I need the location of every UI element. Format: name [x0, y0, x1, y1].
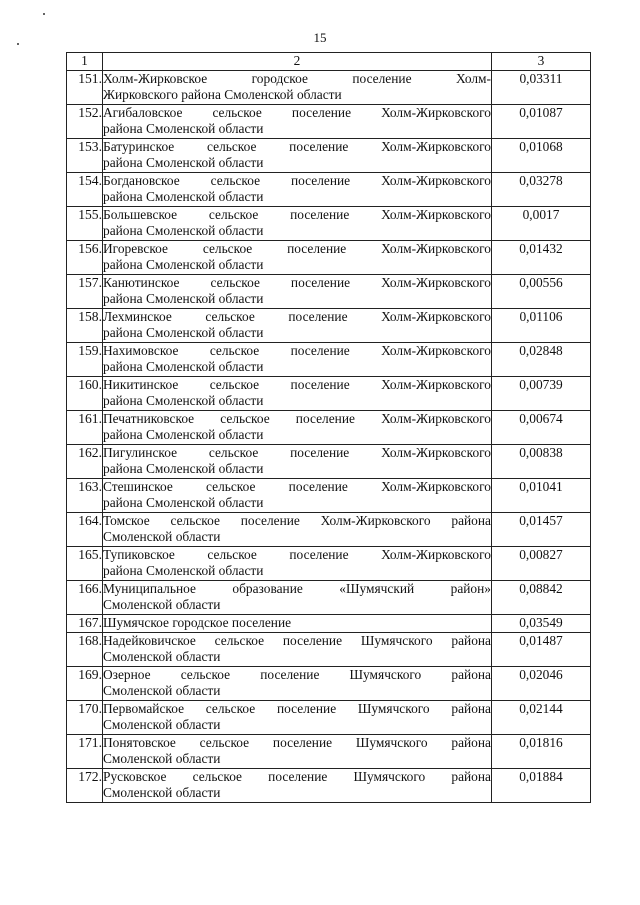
- row-number: 171.: [67, 735, 103, 769]
- row-number: 156.: [67, 241, 103, 275]
- municipality-name: [103, 309, 492, 343]
- municipality-name: [103, 667, 492, 701]
- municipality-name-line-2: района Смоленской области: [103, 359, 264, 374]
- municipality-name-line-1: Агибаловское сельское поселение Холм-Жирковского: [103, 105, 491, 120]
- table-row: [67, 173, 591, 207]
- municipality-name-line-1: Канютинское сельское поселение Холм-Жирковского: [103, 275, 491, 290]
- row-number: 169.: [67, 667, 103, 701]
- municipality-name-line-2: района Смоленской области: [103, 189, 264, 204]
- municipality-name-line-1: Пигулинское сельское поселение Холм-Жирковского: [103, 445, 491, 460]
- municipality-name-line-2: Смоленской области: [103, 785, 221, 800]
- municipality-name-line-1: Русковское сельское поселение Шумячского района: [103, 769, 491, 784]
- municipality-name-line-2: района Смоленской области: [103, 155, 264, 170]
- table-body: [67, 71, 591, 803]
- table-header-row: [67, 53, 591, 71]
- municipality-name-line-1: Печатниковское сельское поселение Холм-Жирковского: [103, 411, 491, 426]
- row-number: 153.: [67, 139, 103, 173]
- municipality-name: [103, 445, 492, 479]
- municipality-name: [103, 633, 492, 667]
- municipality-name-line-1: Муниципальное образование «Шумячский район»: [103, 581, 491, 596]
- page-number: 15: [313, 30, 327, 45]
- coefficient-value: 0,01068: [492, 139, 591, 173]
- row-number: 170.: [67, 701, 103, 735]
- municipality-name-line-2: района Смоленской области: [103, 257, 264, 272]
- coefficient-value: 0,02046: [492, 667, 591, 701]
- table-row: [67, 275, 591, 309]
- header-col-3: 3: [492, 53, 591, 71]
- municipality-name-line-1: Лехминское сельское поселение Холм-Жирковского: [103, 309, 491, 324]
- table-row: [67, 207, 591, 241]
- coefficient-value: 0,01087: [492, 105, 591, 139]
- row-number: 172.: [67, 769, 103, 803]
- coefficient-value: 0,03549: [492, 615, 591, 633]
- row-number: 161.: [67, 411, 103, 445]
- municipality-name-line-1: Озерное сельское поселение Шумячского района: [103, 667, 491, 682]
- row-number: 151.: [67, 71, 103, 105]
- coefficient-value: 0,01432: [492, 241, 591, 275]
- municipality-name-line-2: района Смоленской области: [103, 291, 264, 306]
- table-row: [67, 633, 591, 667]
- coefficient-value: 0,0017: [492, 207, 591, 241]
- table-row: [67, 615, 591, 633]
- table-row: [67, 411, 591, 445]
- table-row: [67, 701, 591, 735]
- municipality-name-line-1: Стешинское сельское поселение Холм-Жирковского: [103, 479, 491, 494]
- municipality-name: [103, 343, 492, 377]
- coefficient-value: 0,01457: [492, 513, 591, 547]
- coefficient-value: 0,08842: [492, 581, 591, 615]
- municipality-name-line-1: Понятовское сельское поселение Шумячского района: [103, 735, 491, 750]
- municipality-name-line-2: Смоленской области: [103, 717, 221, 732]
- row-number: 168.: [67, 633, 103, 667]
- municipality-name: [103, 275, 492, 309]
- municipality-name-line-2: района Смоленской области: [103, 325, 264, 340]
- coefficient-value: 0,00827: [492, 547, 591, 581]
- coefficient-value: 0,02144: [492, 701, 591, 735]
- row-number: 152.: [67, 105, 103, 139]
- municipality-name-line-2: района Смоленской области: [103, 121, 264, 136]
- municipality-name-line-1: Батуринское сельское поселение Холм-Жирковского: [103, 139, 491, 154]
- coefficient-value: 0,00674: [492, 411, 591, 445]
- coefficient-value: 0,01884: [492, 769, 591, 803]
- coefficient-value: 0,02848: [492, 343, 591, 377]
- coefficient-value: 0,00838: [492, 445, 591, 479]
- municipality-name: [103, 513, 492, 547]
- municipality-name-line-1: Нахимовское сельское поселение Холм-Жирковского: [103, 343, 491, 358]
- table-row: [67, 547, 591, 581]
- municipality-name: [103, 377, 492, 411]
- table-row: [67, 343, 591, 377]
- coefficient-value: 0,01487: [492, 633, 591, 667]
- table-row: [67, 105, 591, 139]
- row-number: 162.: [67, 445, 103, 479]
- municipality-name-line-2: района Смоленской области: [103, 495, 264, 510]
- municipality-name: [103, 139, 492, 173]
- row-number: 155.: [67, 207, 103, 241]
- allocation-table: [66, 52, 591, 803]
- coefficient-value: 0,01816: [492, 735, 591, 769]
- table-row: [67, 667, 591, 701]
- table-row: [67, 513, 591, 547]
- municipality-name-line-2: Жирковского района Смоленской области: [103, 87, 342, 102]
- coefficient-value: 0,03311: [492, 71, 591, 105]
- row-number: 164.: [67, 513, 103, 547]
- municipality-name: [103, 581, 492, 615]
- row-number: 154.: [67, 173, 103, 207]
- table-row: [67, 769, 591, 803]
- municipality-name-line-1: Надейковичское сельское поселение Шумячского района: [103, 633, 491, 648]
- table-row: [67, 735, 591, 769]
- municipality-name-line-2: Смоленской области: [103, 649, 221, 664]
- table-row: [67, 479, 591, 513]
- municipality-name-line-2: Смоленской области: [103, 683, 221, 698]
- coefficient-value: 0,00556: [492, 275, 591, 309]
- municipality-name: [103, 241, 492, 275]
- municipality-name: [103, 173, 492, 207]
- municipality-name-line-2: района Смоленской области: [103, 393, 264, 408]
- municipality-name-line-2: Смоленской области: [103, 751, 221, 766]
- municipality-name-line-1: Игоревское сельское поселение Холм-Жирковского: [103, 241, 491, 256]
- table-row: [67, 581, 591, 615]
- table-row: [67, 445, 591, 479]
- table-row: [67, 377, 591, 411]
- table-row: [67, 241, 591, 275]
- row-number: 166.: [67, 581, 103, 615]
- row-number: 165.: [67, 547, 103, 581]
- row-number: 160.: [67, 377, 103, 411]
- municipality-name-line-2: района Смоленской области: [103, 427, 264, 442]
- header-col-1: 1: [67, 53, 103, 71]
- municipality-name: [103, 411, 492, 445]
- municipality-name-line-1: Шумячское городское поселение: [103, 615, 292, 630]
- coefficient-value: 0,01041: [492, 479, 591, 513]
- row-number: 158.: [67, 309, 103, 343]
- coefficient-value: 0,00739: [492, 377, 591, 411]
- municipality-name: [103, 207, 492, 241]
- municipality-name: [103, 105, 492, 139]
- municipality-name-line-1: Большевское сельское поселение Холм-Жирковского: [103, 207, 491, 222]
- table-row: [67, 71, 591, 105]
- municipality-name-line-1: Томское сельское поселение Холм-Жирковского района: [103, 513, 491, 528]
- municipality-name: [103, 735, 492, 769]
- municipality-name: [103, 479, 492, 513]
- municipality-name-line-1: Тупиковское сельское поселение Холм-Жирковского: [103, 547, 491, 562]
- municipality-name: [103, 71, 492, 105]
- municipality-name-line-2: района Смоленской области: [103, 563, 264, 578]
- row-number: 157.: [67, 275, 103, 309]
- row-number: 159.: [67, 343, 103, 377]
- municipality-name-line-1: Холм-Жирковское городское поселение Холм-: [103, 71, 491, 86]
- table-row: [67, 139, 591, 173]
- coefficient-value: 0,01106: [492, 309, 591, 343]
- row-number: 163.: [67, 479, 103, 513]
- coefficient-value: 0,03278: [492, 173, 591, 207]
- municipality-name-line-2: Смоленской области: [103, 597, 221, 612]
- header-col-2: 2: [103, 53, 492, 71]
- municipality-name: [103, 701, 492, 735]
- row-number: 167.: [67, 615, 103, 633]
- scan-speck: [43, 13, 45, 15]
- municipality-name: [103, 769, 492, 803]
- municipality-name-line-2: района Смоленской области: [103, 223, 264, 238]
- municipality-name-line-1: Первомайское сельское поселение Шумячского района: [103, 701, 491, 716]
- municipality-name: [103, 615, 492, 633]
- table-row: [67, 309, 591, 343]
- municipality-name-line-1: Богдановское сельское поселение Холм-Жирковского: [103, 173, 491, 188]
- municipality-name-line-2: района Смоленской области: [103, 461, 264, 476]
- municipality-name: [103, 547, 492, 581]
- municipality-name-line-1: Никитинское сельское поселение Холм-Жирковского: [103, 377, 491, 392]
- municipality-name-line-2: Смоленской области: [103, 529, 221, 544]
